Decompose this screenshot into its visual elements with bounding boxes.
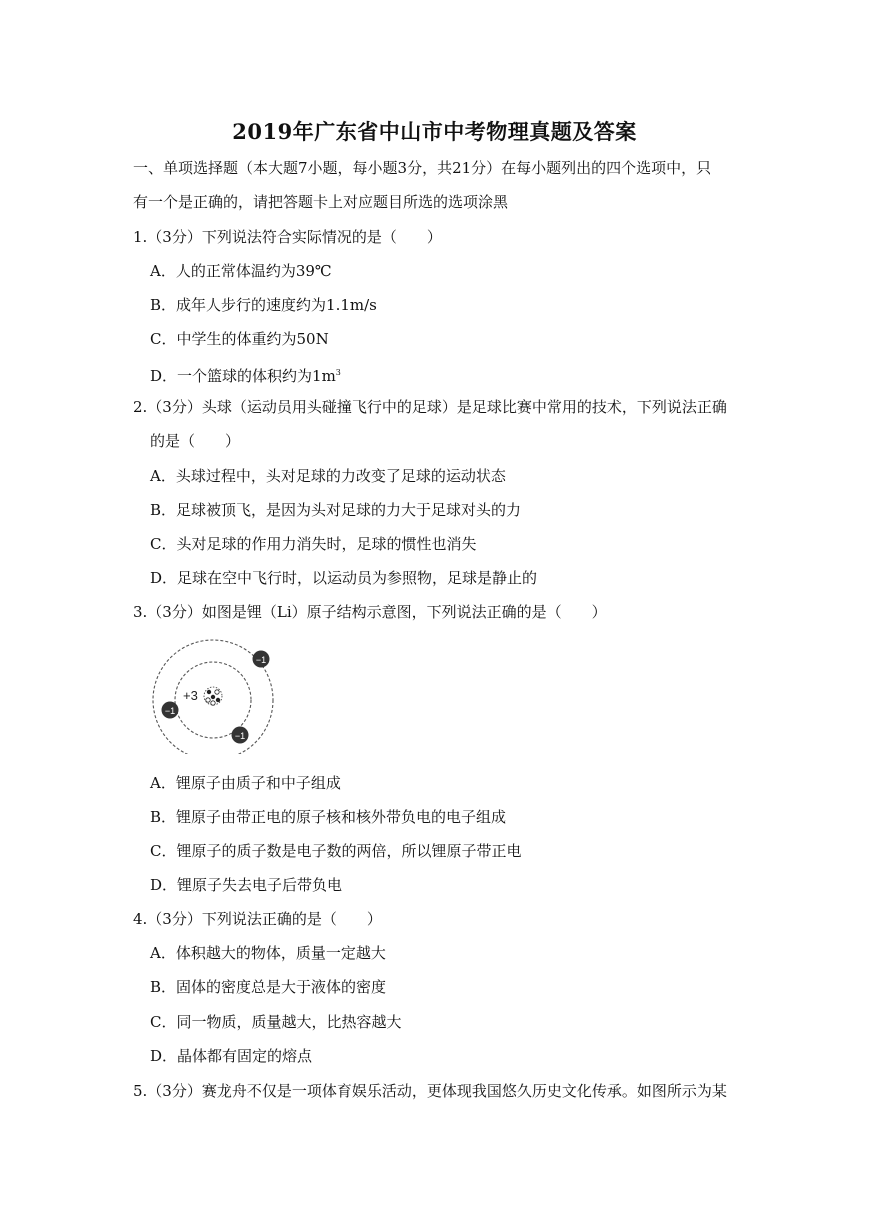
section-instruction-line-1: 一、单项选择题（本大题7小题，每小题3分，共21分）在每小题列出的四个选项中，只 bbox=[133, 159, 712, 177]
question-1-option-c: C．中学生的体重约为50N bbox=[150, 330, 329, 348]
question-3-option-d: D．锂原子失去电子后带负电 bbox=[150, 876, 343, 894]
nucleus-icon bbox=[204, 687, 222, 705]
nucleus-charge-label: +3 bbox=[183, 688, 198, 703]
question-2-option-a: A．头球过程中，头对足球的力改变了足球的运动状态 bbox=[150, 467, 506, 485]
electron-inner-right-icon bbox=[232, 727, 249, 744]
electron-outer-icon bbox=[253, 651, 270, 668]
question-4-option-a: A．体积越大的物体，质量一定越大 bbox=[150, 944, 386, 962]
question-3-option-c: C．锂原子的质子数是电子数的两倍，所以锂原子带正电 bbox=[150, 842, 522, 860]
question-4-option-d: D．晶体都有固定的熔点 bbox=[150, 1047, 313, 1065]
question-2-option-b: B．足球被顶飞，是因为头对足球的力大于足球对头的力 bbox=[150, 501, 522, 519]
lithium-atom-diagram bbox=[150, 634, 280, 754]
question-1-stem: 1.（3分）下列说法符合实际情况的是（ ） bbox=[133, 228, 442, 246]
question-3-stem: 3.（3分）如图是锂（Li）原子结构示意图，下列说法正确的是（ ） bbox=[133, 603, 607, 621]
question-2-option-c: C．头对足球的作用力消失时，足球的惯性也消失 bbox=[150, 535, 477, 553]
question-1-option-b: B．成年人步行的速度约为1.1m/s bbox=[150, 296, 377, 314]
electron-inner-right-label: −1 bbox=[234, 731, 246, 741]
page-title: 2019年广东省中山市中考物理真题及答案 bbox=[232, 119, 637, 144]
question-2-stem-line-2: 的是（ ） bbox=[150, 432, 241, 450]
question-4-stem: 4.（3分）下列说法正确的是（ ） bbox=[133, 910, 382, 928]
electron-inner-left-icon bbox=[162, 702, 179, 719]
question-4-option-c: C．同一物质，质量越大，比热容越大 bbox=[150, 1013, 402, 1031]
question-5-stem-line-1: 5.（3分）赛龙舟不仅是一项体育娱乐活动，更体现我国悠久历史文化传承。如图所示为某 bbox=[133, 1082, 727, 1100]
question-2-stem-line-1: 2.（3分）头球（运动员用头碰撞飞行中的足球）是足球比赛中常用的技术，下列说法正确 bbox=[133, 398, 727, 416]
lithium-atom-svg bbox=[150, 634, 280, 754]
section-instruction-line-2: 有一个是正确的，请把答题卡上对应题目所选的选项涂黑 bbox=[133, 193, 509, 211]
question-3-option-b: B．锂原子由带正电的原子核和核外带负电的电子组成 bbox=[150, 808, 507, 826]
question-4-option-b: B．固体的密度总是大于液体的密度 bbox=[150, 978, 387, 996]
question-1-option-d-superscript: 3 bbox=[335, 368, 341, 377]
electron-inner-left-label: −1 bbox=[164, 706, 176, 716]
question-1-option-a: A．人的正常体温约为39℃ bbox=[150, 262, 332, 280]
electron-outer-label: −1 bbox=[255, 655, 267, 665]
question-1-option-d-text: D．一个篮球的体积约为1m bbox=[150, 367, 336, 385]
question-2-option-d: D．足球在空中飞行时，以运动员为参照物，足球是静止的 bbox=[150, 569, 538, 587]
question-1-option-d bbox=[150, 363, 341, 386]
question-3-option-a: A．锂原子由质子和中子组成 bbox=[150, 774, 341, 792]
